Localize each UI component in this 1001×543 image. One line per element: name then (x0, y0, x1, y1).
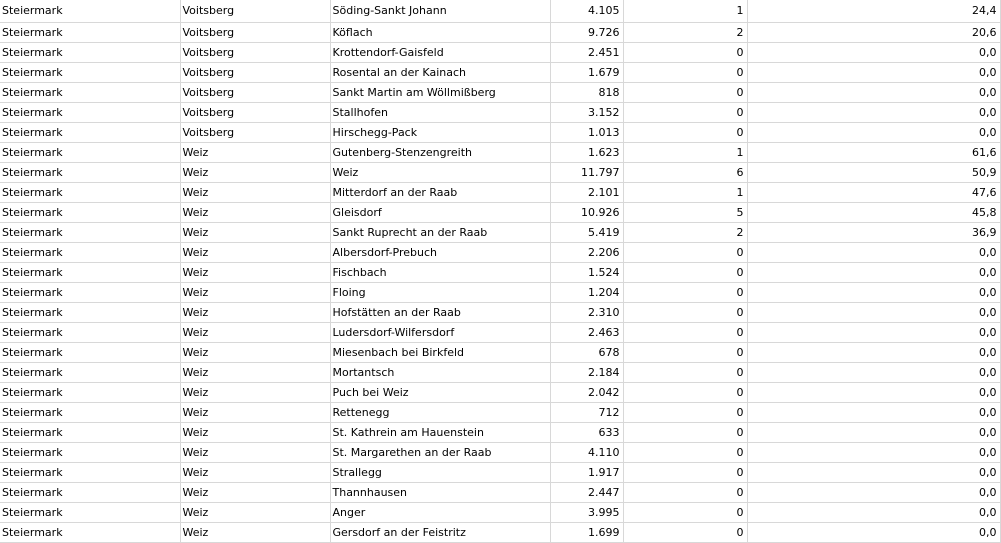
cell-population[interactable]: 2.451 (550, 43, 623, 63)
cell-population[interactable]: 1.699 (550, 523, 623, 543)
cell-district[interactable]: Weiz (180, 423, 330, 443)
cell-rate[interactable]: 0,0 (747, 403, 1000, 423)
cell-rate[interactable]: 0,0 (747, 443, 1000, 463)
table-row (0, 443, 1000, 463)
cell-count[interactable]: 0 (623, 403, 747, 423)
cell-district[interactable]: Weiz (180, 443, 330, 463)
cell-district[interactable]: Weiz (180, 523, 330, 543)
cell-population[interactable]: 4.105 (550, 0, 623, 23)
cell-rate[interactable]: 36,9 (747, 223, 1000, 243)
cell-municipality[interactable]: Mortantsch (330, 363, 550, 383)
cell-municipality[interactable]: St. Kathrein am Hauenstein (330, 423, 550, 443)
cell-population[interactable]: 1.013 (550, 123, 623, 143)
cell-municipality[interactable]: Rettenegg (330, 403, 550, 423)
cell-count[interactable]: 0 (623, 243, 747, 263)
cell-count[interactable]: 0 (623, 383, 747, 403)
cell-count[interactable]: 0 (623, 443, 747, 463)
cell-municipality[interactable]: Sankt Ruprecht an der Raab (330, 223, 550, 243)
cell-municipality[interactable]: Sankt Martin am Wöllmißberg (330, 83, 550, 103)
table-row (0, 223, 1000, 243)
cell-district[interactable]: Voitsberg (180, 83, 330, 103)
cell-count[interactable]: 1 (623, 143, 747, 163)
cell-district[interactable]: Voitsberg (180, 63, 330, 83)
cell-population[interactable]: 9.726 (550, 23, 623, 43)
cell-district[interactable]: Voitsberg (180, 0, 330, 23)
cell-municipality[interactable]: Thannhausen (330, 483, 550, 503)
cell-district[interactable]: Voitsberg (180, 123, 330, 143)
cell-district[interactable]: Weiz (180, 483, 330, 503)
table-row (0, 0, 1000, 23)
cell-municipality[interactable]: Weiz (330, 163, 550, 183)
cell-count[interactable]: 0 (623, 483, 747, 503)
cell-count[interactable]: 0 (623, 103, 747, 123)
cell-rate[interactable]: 0,0 (747, 323, 1000, 343)
cell-state[interactable]: Steiermark (0, 283, 180, 303)
cell-municipality[interactable]: Mitterdorf an der Raab (330, 183, 550, 203)
cell-count[interactable]: 0 (623, 323, 747, 343)
cell-rate[interactable]: 0,0 (747, 383, 1000, 403)
cell-state[interactable]: Steiermark (0, 43, 180, 63)
cell-state[interactable]: Steiermark (0, 343, 180, 363)
cell-municipality[interactable]: Gleisdorf (330, 203, 550, 223)
cell-count[interactable]: 2 (623, 223, 747, 243)
cell-count[interactable]: 0 (623, 63, 747, 83)
cell-district[interactable]: Weiz (180, 403, 330, 423)
cell-rate[interactable]: 47,6 (747, 183, 1000, 203)
table-row (0, 423, 1000, 443)
table-row (0, 203, 1000, 223)
table-row (0, 63, 1000, 83)
table-row (0, 263, 1000, 283)
cell-state[interactable]: Steiermark (0, 183, 180, 203)
cell-district[interactable]: Weiz (180, 183, 330, 203)
cell-municipality[interactable]: Fischbach (330, 263, 550, 283)
cell-rate[interactable]: 61,6 (747, 143, 1000, 163)
cell-district[interactable]: Weiz (180, 303, 330, 323)
table-row (0, 243, 1000, 263)
cell-count[interactable]: 0 (623, 83, 747, 103)
cell-population[interactable]: 11.797 (550, 163, 623, 183)
cell-municipality[interactable]: Puch bei Weiz (330, 383, 550, 403)
cell-rate[interactable]: 0,0 (747, 243, 1000, 263)
cell-municipality[interactable]: Köflach (330, 23, 550, 43)
cell-count[interactable]: 0 (623, 283, 747, 303)
cell-state[interactable]: Steiermark (0, 243, 180, 263)
cell-district[interactable]: Weiz (180, 503, 330, 523)
cell-state[interactable]: Steiermark (0, 123, 180, 143)
cell-district[interactable]: Weiz (180, 163, 330, 183)
cell-population[interactable]: 10.926 (550, 203, 623, 223)
table-row (0, 283, 1000, 303)
cell-rate[interactable]: 0,0 (747, 463, 1000, 483)
cell-district[interactable]: Weiz (180, 203, 330, 223)
table-row (0, 383, 1000, 403)
cell-population[interactable]: 678 (550, 343, 623, 363)
table-row (0, 103, 1000, 123)
table-row (0, 123, 1000, 143)
cell-state[interactable]: Steiermark (0, 303, 180, 323)
cell-district[interactable]: Weiz (180, 463, 330, 483)
cell-district[interactable]: Weiz (180, 283, 330, 303)
cell-municipality[interactable]: Floing (330, 283, 550, 303)
cell-count[interactable]: 0 (623, 43, 747, 63)
cell-district[interactable]: Weiz (180, 323, 330, 343)
cell-rate[interactable]: 45,8 (747, 203, 1000, 223)
cell-district[interactable]: Voitsberg (180, 23, 330, 43)
cell-municipality[interactable]: Hofstätten an der Raab (330, 303, 550, 323)
cell-count[interactable]: 0 (623, 523, 747, 543)
cell-population[interactable]: 5.419 (550, 223, 623, 243)
cell-municipality[interactable]: Miesenbach bei Birkfeld (330, 343, 550, 363)
cell-rate[interactable]: 0,0 (747, 503, 1000, 523)
cell-population[interactable]: 1.623 (550, 143, 623, 163)
cell-population[interactable]: 1.204 (550, 283, 623, 303)
table-row (0, 363, 1000, 383)
table-row (0, 483, 1000, 503)
cell-count[interactable]: 5 (623, 203, 747, 223)
cell-population[interactable]: 1.679 (550, 63, 623, 83)
cell-population[interactable]: 4.110 (550, 443, 623, 463)
cell-state[interactable]: Steiermark (0, 63, 180, 83)
cell-count[interactable]: 0 (623, 423, 747, 443)
cell-rate[interactable]: 0,0 (747, 123, 1000, 143)
cell-rate[interactable]: 0,0 (747, 423, 1000, 443)
cell-rate[interactable]: 0,0 (747, 63, 1000, 83)
cell-municipality[interactable]: Gutenberg-Stenzengreith (330, 143, 550, 163)
table-row (0, 43, 1000, 63)
table-row (0, 303, 1000, 323)
cell-state[interactable]: Steiermark (0, 363, 180, 383)
cell-population[interactable]: 2.463 (550, 323, 623, 343)
cell-state[interactable]: Steiermark (0, 383, 180, 403)
table-row (0, 343, 1000, 363)
table-row (0, 183, 1000, 203)
cell-municipality[interactable]: Anger (330, 503, 550, 523)
cell-state[interactable]: Steiermark (0, 23, 180, 43)
cell-district[interactable]: Weiz (180, 343, 330, 363)
table-row (0, 403, 1000, 423)
cell-count[interactable]: 1 (623, 183, 747, 203)
cell-rate[interactable]: 0,0 (747, 83, 1000, 103)
cell-state[interactable]: Steiermark (0, 0, 180, 23)
cell-population[interactable]: 712 (550, 403, 623, 423)
cell-municipality[interactable]: Gersdorf an der Feistritz (330, 523, 550, 543)
cell-municipality[interactable]: Hirschegg-Pack (330, 123, 550, 143)
cell-municipality[interactable]: Stallhofen (330, 103, 550, 123)
cell-rate[interactable]: 24,4 (747, 0, 1000, 23)
cell-count[interactable]: 0 (623, 343, 747, 363)
cell-district[interactable]: Weiz (180, 223, 330, 243)
cell-population[interactable]: 2.184 (550, 363, 623, 383)
cell-population[interactable]: 633 (550, 423, 623, 443)
cell-state[interactable]: Steiermark (0, 403, 180, 423)
cell-district[interactable]: Weiz (180, 383, 330, 403)
cell-count[interactable]: 2 (623, 23, 747, 43)
cell-rate[interactable]: 0,0 (747, 103, 1000, 123)
cell-state[interactable]: Steiermark (0, 263, 180, 283)
cell-state[interactable]: Steiermark (0, 503, 180, 523)
cell-state[interactable]: Steiermark (0, 423, 180, 443)
cell-population[interactable]: 2.447 (550, 483, 623, 503)
cell-municipality[interactable]: Krottendorf-Gaisfeld (330, 43, 550, 63)
cell-municipality[interactable]: Strallegg (330, 463, 550, 483)
cell-municipality[interactable]: Ludersdorf-Wilfersdorf (330, 323, 550, 343)
table-row (0, 523, 1000, 543)
table-row (0, 143, 1000, 163)
cell-rate[interactable]: 0,0 (747, 363, 1000, 383)
cell-rate[interactable]: 0,0 (747, 43, 1000, 63)
cell-rate[interactable]: 0,0 (747, 303, 1000, 323)
cell-state[interactable]: Steiermark (0, 103, 180, 123)
cell-district[interactable]: Weiz (180, 263, 330, 283)
cell-state[interactable]: Steiermark (0, 323, 180, 343)
cell-rate[interactable]: 0,0 (747, 283, 1000, 303)
cell-district[interactable]: Voitsberg (180, 103, 330, 123)
cell-population[interactable]: 2.310 (550, 303, 623, 323)
table-row (0, 323, 1000, 343)
cell-population[interactable]: 818 (550, 83, 623, 103)
cell-population[interactable]: 2.206 (550, 243, 623, 263)
cell-state[interactable]: Steiermark (0, 223, 180, 243)
cell-count[interactable]: 0 (623, 363, 747, 383)
cell-rate[interactable]: 0,0 (747, 523, 1000, 543)
cell-municipality[interactable]: Söding-Sankt Johann (330, 0, 550, 23)
cell-count[interactable]: 0 (623, 263, 747, 283)
cell-population[interactable]: 2.042 (550, 383, 623, 403)
cell-population[interactable]: 2.101 (550, 183, 623, 203)
cell-count[interactable]: 0 (623, 463, 747, 483)
cell-population[interactable]: 3.152 (550, 103, 623, 123)
table-row (0, 503, 1000, 523)
cell-municipality[interactable]: St. Margarethen an der Raab (330, 443, 550, 463)
cell-state[interactable]: Steiermark (0, 463, 180, 483)
cell-population[interactable]: 1.917 (550, 463, 623, 483)
cell-rate[interactable]: 0,0 (747, 343, 1000, 363)
table-row (0, 83, 1000, 103)
cell-count[interactable]: 6 (623, 163, 747, 183)
cell-state[interactable]: Steiermark (0, 163, 180, 183)
cell-district[interactable]: Weiz (180, 363, 330, 383)
cell-rate[interactable]: 50,9 (747, 163, 1000, 183)
cell-municipality[interactable]: Albersdorf-Prebuch (330, 243, 550, 263)
cell-district[interactable]: Voitsberg (180, 43, 330, 63)
cell-state[interactable]: Steiermark (0, 443, 180, 463)
table-row (0, 23, 1000, 43)
cell-district[interactable]: Weiz (180, 243, 330, 263)
cell-population[interactable]: 1.524 (550, 263, 623, 283)
cell-count[interactable]: 0 (623, 503, 747, 523)
cell-state[interactable]: Steiermark (0, 143, 180, 163)
cell-district[interactable]: Weiz (180, 143, 330, 163)
cell-rate[interactable]: 0,0 (747, 483, 1000, 503)
cell-count[interactable]: 1 (623, 0, 747, 23)
cell-state[interactable]: Steiermark (0, 523, 180, 543)
table-row (0, 163, 1000, 183)
cell-count[interactable]: 0 (623, 123, 747, 143)
cell-population[interactable]: 3.995 (550, 503, 623, 523)
cell-state[interactable]: Steiermark (0, 483, 180, 503)
cell-rate[interactable]: 0,0 (747, 263, 1000, 283)
table-row (0, 463, 1000, 483)
cell-state[interactable]: Steiermark (0, 203, 180, 223)
cell-state[interactable]: Steiermark (0, 83, 180, 103)
cell-count[interactable]: 0 (623, 303, 747, 323)
cell-municipality[interactable]: Rosental an der Kainach (330, 63, 550, 83)
cell-rate[interactable]: 20,6 (747, 23, 1000, 43)
